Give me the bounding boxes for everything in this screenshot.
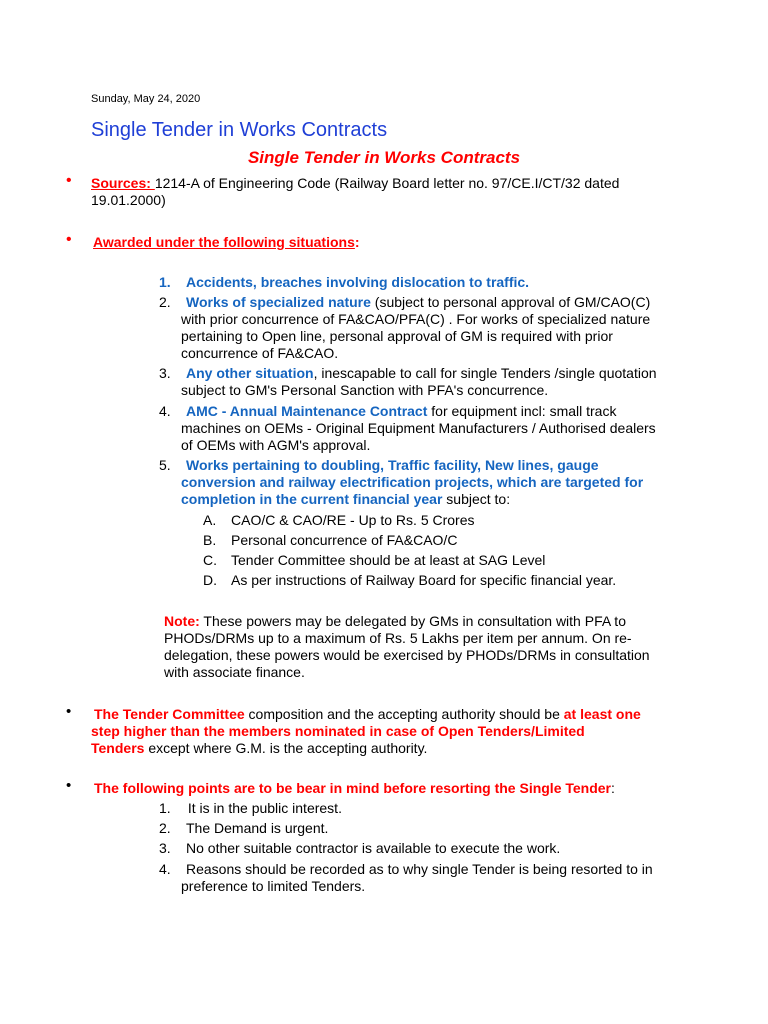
situation-title: completion in the current financial year	[181, 491, 443, 507]
awarded-heading	[93, 234, 360, 251]
list-number: 4.	[159, 403, 171, 419]
sources-paragraph	[91, 175, 751, 209]
sources-text-line: 19.01.2000)	[91, 192, 166, 208]
situation-title: AMC - Annual Maintenance Contract	[186, 403, 428, 419]
following-colon: :	[611, 780, 615, 796]
sub-list-item: CAO/C & CAO/RE - Up to Rs. 5 Crores	[231, 512, 475, 528]
list-item	[181, 457, 741, 508]
sub-list-item: Personal concurrence of FA&CAO/C	[231, 532, 458, 548]
list-item: The Demand is urgent.	[186, 820, 329, 836]
situation-title: Works of specialized nature	[186, 294, 371, 310]
list-item	[186, 274, 529, 291]
tender-committee-emphasis: step higher than the members nominated in case of Open Tenders/Limited	[91, 723, 585, 739]
sources-label: Sources:	[91, 175, 155, 191]
situation-title: conversion and railway electrification projects, which are targeted for	[181, 474, 644, 490]
sub-list-letter: C.	[203, 552, 217, 568]
situation-text: of OEMs with AGM's approval.	[181, 437, 371, 453]
note-label: Note:	[164, 613, 200, 629]
situation-text: machines on OEMs - Original Equipment Manufacturers / Authorised dealers	[181, 420, 656, 436]
list-number: 3.	[159, 840, 171, 856]
situation-text: pertaining to Open line, personal approval of GM is required with prior	[181, 328, 613, 344]
note-text: with associate finance.	[164, 664, 305, 680]
situation-text: subject to:	[442, 491, 511, 507]
list-number: 2.	[159, 294, 171, 310]
point-text: Reasons should be recorded as to why single Tender is being resorted to in	[186, 861, 653, 877]
sub-list-item: As per instructions of Railway Board for specific financial year.	[231, 572, 617, 588]
situation-text: for equipment incl: small track	[427, 403, 617, 419]
tender-committee-emphasis: at least one	[563, 706, 641, 722]
situation-title: Accidents, breaches involving dislocation to traffic.	[186, 274, 530, 290]
following-heading	[91, 780, 751, 797]
situation-text: with prior concurrence of FA&CAO/PFA(C) . For works of specialized nature	[181, 311, 651, 327]
situation-text: subject to GM's Personal Sanction with PFA's concurrence.	[181, 382, 549, 398]
note-text: These powers may be delegated by GMs in consultation with PFA to	[199, 613, 626, 629]
sources-text-line: 1214-A of Engineering Code (Railway Board letter no. 97/CE.I/CT/32 dated	[154, 175, 620, 191]
situation-text: concurrence of FA&CAO.	[181, 345, 339, 361]
document-date: Sunday, May 24, 2020	[91, 93, 201, 105]
note-paragraph	[164, 613, 724, 681]
situation-text: , inescapable to call for single Tenders /single quotation	[313, 365, 657, 381]
sub-list-letter: B.	[203, 532, 217, 548]
awarded-label: Awarded under the following situations	[93, 234, 355, 250]
document-heading: Single Tender in Works Contracts	[247, 148, 521, 167]
sub-list-letter: A.	[203, 512, 217, 528]
list-number: 4.	[159, 861, 171, 877]
bullet-icon: •	[66, 777, 72, 794]
page-title: Single Tender in Works Contracts	[91, 119, 388, 141]
list-item: No other suitable contractor is available to execute the work.	[186, 840, 561, 856]
note-text: PHODs/DRMs up to a maximum of Rs. 5 Lakhs per item per annum. On re-	[164, 630, 632, 646]
awarded-colon: :	[354, 234, 360, 250]
following-label: The following points are to be bear in mind before resorting the Single Tender	[94, 780, 612, 796]
list-number: 5.	[159, 457, 171, 473]
bullet-icon: •	[66, 703, 72, 720]
list-number: 1.	[159, 800, 171, 816]
list-number: 2.	[159, 820, 171, 836]
bullet-icon: •	[66, 172, 72, 189]
list-item	[181, 861, 741, 895]
bullet-icon: •	[66, 231, 72, 248]
tender-committee-text: composition and the accepting authority should be	[244, 706, 564, 722]
situation-text: (subject to personal approval of GM/CAO(C)	[370, 294, 651, 310]
sub-list-letter: D.	[203, 572, 217, 588]
list-item	[181, 294, 741, 362]
tender-committee-emphasis: Tenders	[91, 740, 145, 756]
situation-title: Any other situation	[186, 365, 314, 381]
list-number: 3.	[159, 365, 171, 381]
list-item	[181, 403, 741, 454]
point-text: preference to limited Tenders.	[181, 878, 366, 894]
tender-committee-paragraph	[91, 706, 731, 757]
tender-committee-label: The Tender Committee	[94, 706, 245, 722]
situation-title: Works pertaining to doubling, Traffic facility, New lines, gauge	[186, 457, 599, 473]
tender-committee-text: except where G.M. is the accepting authority.	[144, 740, 428, 756]
list-item	[181, 365, 741, 399]
sub-list-item: Tender Committee should be at least at SAG Level	[231, 552, 546, 568]
note-text: delegation, these powers would be exercised by PHODs/DRMs in consultation	[164, 647, 650, 663]
list-item: It is in the public interest.	[184, 800, 342, 816]
list-number: 1.	[159, 274, 171, 290]
